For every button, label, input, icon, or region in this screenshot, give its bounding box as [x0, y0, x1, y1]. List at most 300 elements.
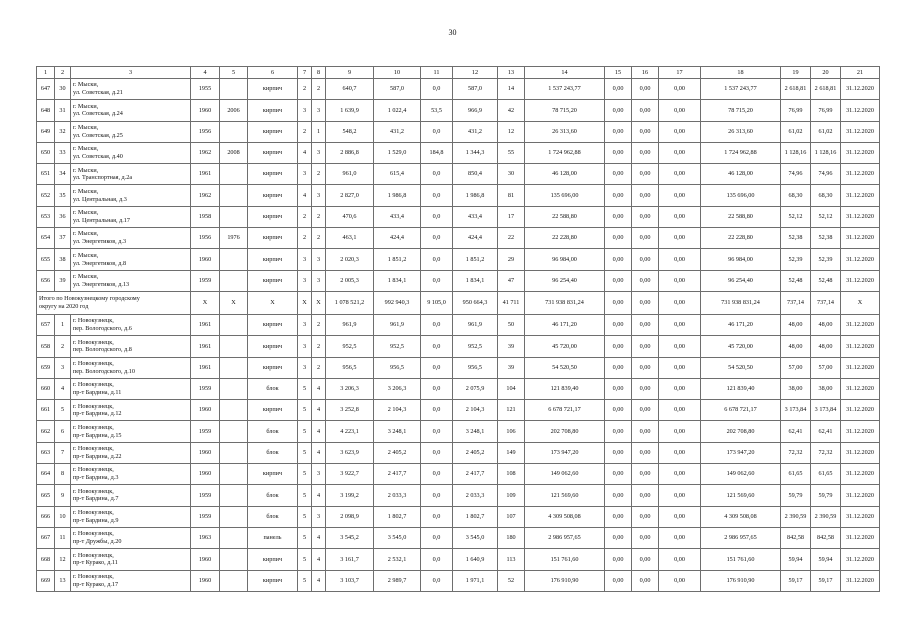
table-cell: 463,1	[326, 228, 374, 249]
table-cell: 0,00	[605, 464, 632, 485]
address-line: пер. Вологодского, д.6	[73, 325, 132, 333]
table-cell: 30	[55, 79, 71, 100]
table-cell: 0,0	[421, 421, 453, 442]
header-row	[37, 67, 880, 79]
table-cell: 654	[37, 228, 55, 249]
table-cell: 0,0	[421, 79, 453, 100]
table-cell: 59,94	[811, 549, 841, 570]
table-cell: 0,00	[605, 185, 632, 206]
table-cell: 3 545,2	[326, 527, 374, 548]
table-cell: 2	[312, 357, 326, 378]
address-line: г. Новокузнецк,	[73, 359, 114, 367]
table-cell: 4	[312, 378, 326, 399]
address-cell	[71, 400, 191, 421]
table-cell: 0,00	[659, 442, 701, 463]
table-cell: 651	[37, 164, 55, 185]
table-cell: блок	[248, 485, 298, 506]
table-cell: 74,96	[811, 164, 841, 185]
table-cell: 0,00	[659, 336, 701, 357]
table-cell: 31	[55, 100, 71, 121]
table-cell	[220, 249, 248, 270]
table-cell: 952,5	[326, 336, 374, 357]
header-cell: 21	[841, 67, 880, 79]
table-cell: 3 103,7	[326, 570, 374, 591]
table-cell: 0,00	[632, 464, 659, 485]
address-cell	[71, 442, 191, 463]
table-cell: 22 588,80	[701, 206, 781, 227]
header-cell: 8	[312, 67, 326, 79]
table-cell: 3 161,7	[326, 549, 374, 570]
table-cell: 0,00	[659, 270, 701, 291]
table-cell: 9	[55, 485, 71, 506]
total-cell: 731 938 831,24	[701, 291, 781, 314]
address-line: г. Новокузнецк,	[73, 487, 114, 495]
table-cell: 0,00	[659, 421, 701, 442]
address-cell	[71, 228, 191, 249]
total-cell: X	[298, 291, 312, 314]
table-cell: 663	[37, 442, 55, 463]
table-cell: кирпич	[248, 79, 298, 100]
address-cell	[71, 121, 191, 142]
address-cell	[71, 336, 191, 357]
housing-register-table	[36, 66, 880, 592]
table-cell: 655	[37, 249, 55, 270]
table-cell: 1 971,1	[453, 570, 498, 591]
table-cell: 0,00	[659, 100, 701, 121]
address-line: г. Мыски,	[73, 81, 99, 89]
table-cell: 59,17	[811, 570, 841, 591]
table-cell: 59,17	[781, 570, 811, 591]
table-cell: кирпич	[248, 249, 298, 270]
table-cell: 0,0	[421, 400, 453, 421]
header-cell: 7	[298, 67, 312, 79]
table-cell: 668	[37, 549, 55, 570]
table-cell: 424,4	[453, 228, 498, 249]
table-cell: 665	[37, 485, 55, 506]
address-line: пр-т Бардина, д.11	[73, 389, 122, 396]
table-cell: 4	[298, 142, 312, 163]
total-cell: 9 105,0	[421, 291, 453, 314]
table-body	[37, 67, 880, 592]
table-cell: 31.12.2020	[841, 121, 880, 142]
table-cell: 3 173,84	[811, 400, 841, 421]
table-cell: 0,0	[421, 185, 453, 206]
table-cell: 2 075,9	[453, 378, 498, 399]
table-cell: 0,0	[421, 378, 453, 399]
table-cell: 1 724 962,88	[525, 142, 605, 163]
table-row	[37, 79, 880, 100]
table-cell: 96 254,40	[525, 270, 605, 291]
table-cell: 4 223,1	[326, 421, 374, 442]
table-cell	[220, 400, 248, 421]
table-cell: 2008	[220, 142, 248, 163]
table-cell: 52	[498, 570, 525, 591]
table-cell: 0,0	[421, 314, 453, 335]
table-cell: 2 827,0	[326, 185, 374, 206]
address-cell	[71, 100, 191, 121]
table-cell	[220, 570, 248, 591]
table-cell: 31.12.2020	[841, 228, 880, 249]
table-cell: кирпич	[248, 336, 298, 357]
address-line: г. Мыски,	[73, 145, 99, 153]
table-cell: 6 678 721,17	[701, 400, 781, 421]
table-cell: 2	[312, 206, 326, 227]
address-line: ул. Советская, д.25	[73, 131, 123, 139]
table-cell: 1 851,2	[374, 249, 421, 270]
address-cell	[71, 249, 191, 270]
table-cell: 0,00	[605, 206, 632, 227]
table-cell: 59,79	[811, 485, 841, 506]
table-cell: 952,5	[453, 336, 498, 357]
table-cell: 1 344,3	[453, 142, 498, 163]
table-cell: 0,00	[659, 506, 701, 527]
table-cell: 3 545,0	[453, 527, 498, 548]
table-cell: 2 104,3	[453, 400, 498, 421]
table-cell: кирпич	[248, 357, 298, 378]
address-cell	[71, 142, 191, 163]
table-cell: кирпич	[248, 164, 298, 185]
address-cell	[71, 421, 191, 442]
table-cell: 1961	[191, 164, 220, 185]
table-cell: 3	[312, 249, 326, 270]
address-line: г. Новокузнецк,	[73, 402, 114, 410]
table-cell: 3 252,8	[326, 400, 374, 421]
address-line: г. Мыски,	[73, 102, 99, 110]
table-cell: 5	[298, 506, 312, 527]
table-cell: 1 802,7	[374, 506, 421, 527]
table-cell: 202 708,80	[701, 421, 781, 442]
table-cell: 32	[55, 121, 71, 142]
table-cell: 3	[312, 142, 326, 163]
table-cell: 61,02	[781, 121, 811, 142]
table-cell	[220, 270, 248, 291]
address-line: пр-т Курако, д.17	[73, 580, 119, 588]
address-cell	[71, 185, 191, 206]
table-cell: 1 639,9	[326, 100, 374, 121]
table-cell: 13	[55, 570, 71, 591]
table-cell: 31.12.2020	[841, 336, 880, 357]
table-cell: 34	[55, 164, 71, 185]
total-cell: 950 664,3	[453, 291, 498, 314]
table-row	[37, 249, 880, 270]
table-cell: 5	[298, 485, 312, 506]
header-cell: 17	[659, 67, 701, 79]
table-cell: 0,00	[659, 464, 701, 485]
table-cell: 0,00	[632, 100, 659, 121]
total-cell: 0,00	[632, 291, 659, 314]
table-cell: 2	[298, 121, 312, 142]
table-cell: 176 910,90	[525, 570, 605, 591]
table-cell: 149	[498, 442, 525, 463]
table-cell: 22 228,80	[525, 228, 605, 249]
table-cell: 1960	[191, 464, 220, 485]
header-cell: 2	[55, 67, 71, 79]
table-cell: 4	[312, 570, 326, 591]
table-cell: 31.12.2020	[841, 442, 880, 463]
table-cell: 1959	[191, 378, 220, 399]
table-cell	[220, 336, 248, 357]
table-cell: 2	[312, 164, 326, 185]
table-cell: 135 696,00	[525, 185, 605, 206]
table-cell: 0,00	[605, 378, 632, 399]
address-line: пр-т Бардина, д.15	[73, 431, 122, 439]
address-line: ул. Энергетиков, д.3	[73, 238, 127, 246]
table-cell: 842,58	[781, 527, 811, 548]
table-cell	[220, 421, 248, 442]
table-cell: 53,5	[421, 100, 453, 121]
table-cell: 3 623,9	[326, 442, 374, 463]
address-line: пер. Вологодского, д.10	[73, 367, 135, 375]
address-line: ул. Центральная, д.17	[73, 216, 130, 224]
table-cell: 1961	[191, 357, 220, 378]
table-cell: 666	[37, 506, 55, 527]
address-line: ул. Советская, д.21	[73, 89, 123, 97]
table-cell: 652	[37, 185, 55, 206]
table-cell: 31.12.2020	[841, 570, 880, 591]
table-cell: 52,12	[781, 206, 811, 227]
table-cell	[220, 79, 248, 100]
table-cell: 470,6	[326, 206, 374, 227]
header-cell: 4	[191, 67, 220, 79]
table-cell: 0,00	[659, 142, 701, 163]
table-cell: 38,00	[781, 378, 811, 399]
table-row	[37, 185, 880, 206]
table-cell: кирпич	[248, 549, 298, 570]
table-cell: 650	[37, 142, 55, 163]
table-cell: 113	[498, 549, 525, 570]
table-cell: 0,0	[421, 485, 453, 506]
table-cell: 966,9	[453, 100, 498, 121]
table-cell: 548,2	[326, 121, 374, 142]
table-cell: 62,41	[811, 421, 841, 442]
total-cell: 731 938 831,24	[525, 291, 605, 314]
table-cell	[220, 378, 248, 399]
table-cell: 0,00	[632, 421, 659, 442]
table-cell: 1 834,1	[374, 270, 421, 291]
table-cell: 587,0	[453, 79, 498, 100]
table-cell: кирпич	[248, 464, 298, 485]
table-cell: 0,00	[632, 357, 659, 378]
table-cell: 5	[298, 464, 312, 485]
page-number: 30	[448, 28, 457, 37]
table-cell: блок	[248, 378, 298, 399]
total-cell: X	[191, 291, 220, 314]
header-cell: 10	[374, 67, 421, 79]
table-cell	[220, 314, 248, 335]
address-cell	[71, 485, 191, 506]
address-line: ул. Транспортная, д.2а	[73, 174, 133, 182]
table-cell: 1960	[191, 400, 220, 421]
table-cell: 0,00	[659, 549, 701, 570]
table-cell: 173 947,20	[701, 442, 781, 463]
table-cell: 0,00	[605, 121, 632, 142]
table-row	[37, 206, 880, 227]
table-cell: 1960	[191, 100, 220, 121]
table-cell: 2	[298, 79, 312, 100]
table-cell: 2 033,3	[453, 485, 498, 506]
table-cell: 1 128,16	[781, 142, 811, 163]
table-cell: 31.12.2020	[841, 100, 880, 121]
table-cell: 5	[55, 400, 71, 421]
table-cell: 0,0	[421, 549, 453, 570]
table-cell: 74,96	[781, 164, 811, 185]
table-cell: 78 715,20	[525, 100, 605, 121]
header-cell: 20	[811, 67, 841, 79]
table-cell: 0,00	[632, 314, 659, 335]
address-line: пр-т Бардина, д.12	[73, 410, 122, 418]
table-cell: 956,5	[453, 357, 498, 378]
table-cell: 38,00	[811, 378, 841, 399]
header-cell: 3	[71, 67, 191, 79]
table-cell	[220, 164, 248, 185]
table-cell: 47	[498, 270, 525, 291]
address-line: пр-т Бардина, д.22	[73, 452, 122, 460]
table-cell: 0,00	[659, 249, 701, 270]
table-cell: 176 910,90	[701, 570, 781, 591]
table-cell: 22 228,80	[701, 228, 781, 249]
table-row	[37, 100, 880, 121]
table-cell: 1960	[191, 442, 220, 463]
table-cell: 31.12.2020	[841, 270, 880, 291]
table-cell: 615,4	[374, 164, 421, 185]
table-cell: 0,00	[632, 527, 659, 548]
table-cell: 62,41	[781, 421, 811, 442]
table-cell: 0,00	[659, 121, 701, 142]
table-cell: кирпич	[248, 142, 298, 163]
address-cell	[71, 378, 191, 399]
table-cell: 184,8	[421, 142, 453, 163]
table-cell: 72,32	[781, 442, 811, 463]
address-cell	[71, 357, 191, 378]
table-cell: кирпич	[248, 206, 298, 227]
table-row	[37, 464, 880, 485]
table-cell: 2 989,7	[374, 570, 421, 591]
table-cell: 2	[298, 206, 312, 227]
table-cell: 121 569,60	[701, 485, 781, 506]
table-cell: 0,0	[421, 121, 453, 142]
table-cell: 2 390,59	[781, 506, 811, 527]
table-cell: 55	[498, 142, 525, 163]
table-cell: 1956	[191, 228, 220, 249]
total-cell: X	[220, 291, 248, 314]
table-cell: 5	[298, 442, 312, 463]
table-cell: 149 062,60	[525, 464, 605, 485]
table-cell: 0,00	[632, 442, 659, 463]
table-cell: 956,5	[374, 357, 421, 378]
table-cell: 0,00	[632, 485, 659, 506]
table-cell: кирпич	[248, 570, 298, 591]
table-cell: 4	[312, 549, 326, 570]
table-cell: 0,0	[421, 527, 453, 548]
table-cell: 4	[298, 185, 312, 206]
table-cell: 0,00	[659, 185, 701, 206]
table-cell: 17	[498, 206, 525, 227]
table-cell: блок	[248, 506, 298, 527]
table-cell: 649	[37, 121, 55, 142]
table-cell: 0,00	[605, 270, 632, 291]
table-cell: 1 986,8	[453, 185, 498, 206]
table-cell: панель	[248, 527, 298, 548]
table-cell: 54 520,50	[525, 357, 605, 378]
header-cell: 19	[781, 67, 811, 79]
table-cell: 4	[312, 421, 326, 442]
table-cell: 106	[498, 421, 525, 442]
table-cell: 3	[312, 100, 326, 121]
table-cell: 0,0	[421, 206, 453, 227]
table-cell: 1 128,16	[811, 142, 841, 163]
table-cell: 1958	[191, 206, 220, 227]
table-cell: 1956	[191, 121, 220, 142]
table-cell: 151 761,60	[525, 549, 605, 570]
table-cell: 31.12.2020	[841, 485, 880, 506]
table-cell: 1961	[191, 314, 220, 335]
table-cell: 0,00	[605, 142, 632, 163]
table-cell: 4	[312, 527, 326, 548]
table-cell: 1 802,7	[453, 506, 498, 527]
table-cell: 107	[498, 506, 525, 527]
table-cell: 104	[498, 378, 525, 399]
table-cell	[220, 549, 248, 570]
total-cell: X	[841, 291, 880, 314]
address-line: г. Мыски,	[73, 209, 99, 217]
header-cell: 18	[701, 67, 781, 79]
table-cell: 662	[37, 421, 55, 442]
table-cell: 96 984,00	[525, 249, 605, 270]
table-cell: 0,00	[605, 421, 632, 442]
table-cell: 31.12.2020	[841, 185, 880, 206]
table-cell: 667	[37, 527, 55, 548]
total-label-line: Итого по Новокузнецкому городскому	[39, 295, 140, 303]
table-cell: 3	[55, 357, 71, 378]
table-cell: 121 839,40	[701, 378, 781, 399]
table-cell: 57,00	[781, 357, 811, 378]
table-row	[37, 421, 880, 442]
header-cell: 12	[453, 67, 498, 79]
table-cell: 48,00	[781, 336, 811, 357]
table-row	[37, 570, 880, 591]
table-cell: 2 886,8	[326, 142, 374, 163]
table-cell: 1 537 243,77	[525, 79, 605, 100]
address-line: г. Новокузнецк,	[73, 381, 114, 389]
table-cell: 26 313,60	[525, 121, 605, 142]
address-line: ул. Центральная, д.3	[73, 195, 127, 203]
table-cell: 135 696,00	[701, 185, 781, 206]
table-cell: 640,7	[326, 79, 374, 100]
table-cell: кирпич	[248, 270, 298, 291]
table-cell: 180	[498, 527, 525, 548]
table-cell: 0,00	[632, 549, 659, 570]
table-cell: 7	[55, 442, 71, 463]
table-cell: 1 834,1	[453, 270, 498, 291]
address-line: г. Новокузнецк,	[73, 445, 114, 453]
table-cell: 1960	[191, 249, 220, 270]
table-cell: 0,0	[421, 464, 453, 485]
table-cell: 31.12.2020	[841, 314, 880, 335]
table-cell: блок	[248, 442, 298, 463]
table-cell: 42	[498, 100, 525, 121]
table-cell	[220, 464, 248, 485]
table-cell: 109	[498, 485, 525, 506]
table-cell: 0,00	[632, 185, 659, 206]
table-cell: 433,4	[453, 206, 498, 227]
table-cell: 0,00	[632, 206, 659, 227]
address-cell	[71, 314, 191, 335]
table-cell: 96 984,00	[701, 249, 781, 270]
table-cell: 961,0	[326, 164, 374, 185]
table-cell: 35	[55, 185, 71, 206]
table-cell: 0,0	[421, 270, 453, 291]
address-line: г. Мыски,	[73, 251, 99, 259]
